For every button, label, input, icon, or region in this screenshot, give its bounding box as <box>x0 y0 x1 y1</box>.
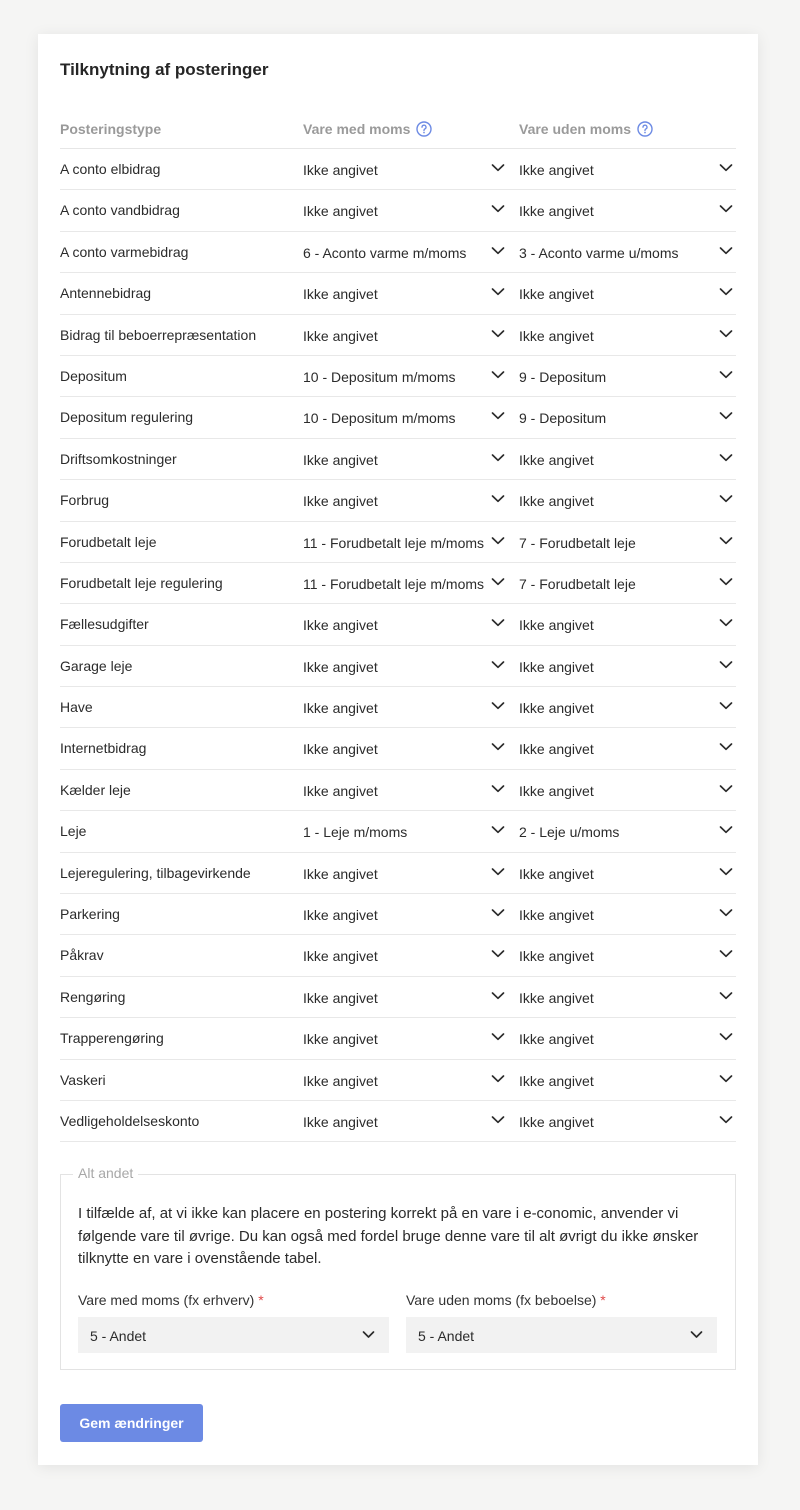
posting-type: A conto vandbidrag <box>60 202 180 219</box>
without-vat-select[interactable] <box>519 935 736 976</box>
posting-type: A conto varmebidrag <box>60 243 189 260</box>
with-vat-select[interactable] <box>303 811 508 852</box>
other-description: I tilfælde af, at vi ikke kan placere en postering korrekt på en vare i e-conomic, anvender vi følgende vare til øvrige. Du kan også med fordel bruge denne vare til alt øvrigt du ikke ønsker tilknytte en vare i ovenstående tabel. <box>78 1205 699 1267</box>
chevron-down-icon <box>719 660 733 670</box>
chevron-down-icon <box>491 701 505 711</box>
with-vat-select[interactable] <box>303 935 508 976</box>
select-value: 10 - Depositum m/moms <box>303 410 456 427</box>
select-value: Ikke angivet <box>303 286 378 303</box>
with-vat-select[interactable] <box>303 149 508 190</box>
chevron-down-icon <box>719 784 733 794</box>
without-vat-select[interactable] <box>519 894 736 935</box>
chevron-down-icon <box>491 1032 505 1042</box>
with-vat-field-label <box>78 1292 264 1308</box>
without-vat-select[interactable] <box>519 811 736 852</box>
without-vat-select[interactable] <box>519 1018 736 1059</box>
chevron-down-icon <box>491 991 505 1001</box>
page-title: Tilknytning af posteringer <box>60 60 269 79</box>
with-vat-select[interactable] <box>303 356 508 397</box>
chevron-down-icon <box>491 784 505 794</box>
table-row <box>60 977 736 1018</box>
select-value: Ikke angivet <box>519 865 594 882</box>
table-row <box>60 604 736 645</box>
chevron-down-icon <box>719 577 733 587</box>
select-value: Ikke angivet <box>303 451 378 468</box>
select-value: Ikke angivet <box>303 327 378 344</box>
select-value: 5 - Andet <box>418 1328 475 1344</box>
posting-type: Depositum <box>60 367 127 384</box>
select-value: Ikke angivet <box>303 700 378 717</box>
chevron-down-icon <box>690 1330 703 1340</box>
table-row <box>60 1060 736 1101</box>
posting-type: Antennebidrag <box>60 285 152 302</box>
table-row <box>60 232 736 273</box>
table-body <box>60 149 736 1142</box>
with-vat-select[interactable] <box>303 522 508 563</box>
select-value: Ikke angivet <box>303 493 378 510</box>
with-vat-select[interactable] <box>303 687 508 728</box>
posting-type: Internetbidrag <box>60 740 147 757</box>
table-row <box>60 811 736 852</box>
table-row <box>60 1018 736 1059</box>
chevron-down-icon <box>491 329 505 339</box>
chevron-down-icon <box>719 1032 733 1042</box>
with-vat-select[interactable] <box>303 480 508 521</box>
select-value: Ikke angivet <box>519 741 594 758</box>
table-row <box>60 315 736 356</box>
chevron-down-icon <box>491 163 505 173</box>
select-value: Ikke angivet <box>303 989 378 1006</box>
without-vat-select[interactable] <box>519 1060 736 1101</box>
without-vat-select[interactable] <box>519 273 736 314</box>
select-value: Ikke angivet <box>519 286 594 303</box>
chevron-down-icon <box>719 370 733 380</box>
without-vat-select[interactable] <box>519 563 736 604</box>
posting-type: Driftsomkostninger <box>60 450 177 467</box>
select-value: 9 - Depositum <box>519 368 607 385</box>
select-value: Ikke angivet <box>519 451 594 468</box>
table-row <box>60 149 736 190</box>
posting-type: Forudbetalt leje regulering <box>60 574 223 591</box>
select-value: Ikke angivet <box>519 327 594 344</box>
table-row <box>60 646 736 687</box>
with-vat-select[interactable] <box>303 315 508 356</box>
chevron-down-icon <box>719 1115 733 1125</box>
posting-type: A conto elbidrag <box>60 161 161 177</box>
posting-type: Kælder leje <box>60 781 131 798</box>
select-value: 5 - Andet <box>90 1328 147 1344</box>
chevron-down-icon <box>719 867 733 877</box>
select-value: Ikke angivet <box>519 1072 594 1089</box>
help-circle-icon[interactable] <box>637 121 653 137</box>
column-header-with-vat <box>303 109 432 148</box>
without-vat-select[interactable] <box>519 728 736 769</box>
select-value: Ikke angivet <box>303 617 378 634</box>
chevron-down-icon <box>719 494 733 504</box>
without-vat-select[interactable] <box>519 853 736 894</box>
chevron-down-icon <box>491 411 505 421</box>
without-vat-select[interactable] <box>519 315 736 356</box>
with-vat-select[interactable] <box>303 646 508 687</box>
chevron-down-icon <box>491 949 505 959</box>
posting-type: Forudbetalt leje <box>60 533 157 550</box>
chevron-down-icon <box>491 577 505 587</box>
with-vat-select[interactable] <box>303 563 508 604</box>
select-value: Ikke angivet <box>303 948 378 965</box>
with-vat-select[interactable] <box>303 770 508 811</box>
chevron-down-icon <box>491 825 505 835</box>
chevron-down-icon <box>491 204 505 214</box>
select-value: Ikke angivet <box>303 1031 378 1048</box>
without-vat-select[interactable] <box>519 687 736 728</box>
select-value: 9 - Depositum <box>519 410 607 427</box>
chevron-down-icon <box>491 1115 505 1125</box>
chevron-down-icon <box>491 618 505 628</box>
mapping-card <box>38 34 758 1465</box>
select-value: 7 - Forudbetalt leje <box>519 534 636 551</box>
with-vat-select[interactable] <box>303 728 508 769</box>
other-with-vat-select[interactable] <box>78 1317 389 1353</box>
posting-type: Fællesudgifter <box>60 616 149 633</box>
select-value: Ikke angivet <box>303 741 378 758</box>
table-row <box>60 439 736 480</box>
chevron-down-icon <box>491 453 505 463</box>
posting-type: Bidrag til beboerrepræsentation <box>60 326 257 343</box>
table-row <box>60 687 736 728</box>
select-value: Ikke angivet <box>303 658 378 675</box>
with-vat-select[interactable] <box>303 190 508 231</box>
table-header <box>60 109 736 149</box>
column-header-without-vat-label: Vare uden moms <box>519 120 632 137</box>
without-vat-select[interactable] <box>519 439 736 480</box>
select-value: Ikke angivet <box>519 203 594 220</box>
posting-type: Påkrav <box>60 947 104 964</box>
select-value: Ikke angivet <box>519 617 594 634</box>
table-row <box>60 356 736 397</box>
select-value: Ikke angivet <box>519 989 594 1006</box>
chevron-down-icon <box>719 329 733 339</box>
select-value: Ikke angivet <box>303 865 378 882</box>
table-row <box>60 397 736 438</box>
chevron-down-icon <box>719 536 733 546</box>
required-marker: * <box>258 1292 264 1308</box>
select-value: Ikke angivet <box>519 162 594 178</box>
select-value: Ikke angivet <box>519 700 594 717</box>
table-row <box>60 480 736 521</box>
select-value: Ikke angivet <box>519 658 594 675</box>
with-vat-select[interactable] <box>303 853 508 894</box>
chevron-down-icon <box>491 908 505 918</box>
without-vat-select[interactable] <box>519 232 736 273</box>
other-fieldset <box>60 1165 736 1370</box>
without-vat-select[interactable] <box>519 770 736 811</box>
table-row <box>60 853 736 894</box>
table-row <box>60 728 736 769</box>
select-value: Ikke angivet <box>303 203 378 220</box>
posting-type: Trapperengøring <box>60 1030 164 1047</box>
select-value: Ikke angivet <box>303 1072 378 1089</box>
chevron-down-icon <box>719 246 733 256</box>
chevron-down-icon <box>719 908 733 918</box>
posting-type: Depositum regulering <box>60 409 194 426</box>
posting-type: Parkering <box>60 906 120 923</box>
chevron-down-icon <box>719 742 733 752</box>
select-value: Ikke angivet <box>519 1113 594 1130</box>
with-vat-select[interactable] <box>303 273 508 314</box>
chevron-down-icon <box>719 701 733 711</box>
select-value: Ikke angivet <box>519 1031 594 1048</box>
with-vat-select[interactable] <box>303 1018 508 1059</box>
select-value: Ikke angivet <box>303 782 378 799</box>
mapping-table <box>60 109 736 1142</box>
posting-type: Vedligeholdelseskonto <box>60 1112 200 1129</box>
chevron-down-icon <box>491 1074 505 1084</box>
chevron-down-icon <box>491 287 505 297</box>
column-header-without-vat <box>519 109 653 148</box>
table-row <box>60 935 736 976</box>
chevron-down-icon <box>491 660 505 670</box>
without-vat-select[interactable] <box>519 977 736 1018</box>
table-row <box>60 894 736 935</box>
fieldset-legend: Alt andet <box>73 1165 138 1181</box>
chevron-down-icon <box>491 494 505 504</box>
without-vat-select[interactable] <box>519 522 736 563</box>
select-value: Ikke angivet <box>519 907 594 924</box>
with-vat-select[interactable] <box>303 397 508 438</box>
table-row <box>60 522 736 563</box>
select-value: 10 - Depositum m/moms <box>303 368 456 385</box>
chevron-down-icon <box>719 991 733 1001</box>
posting-type: Rengøring <box>60 988 126 1005</box>
chevron-down-icon <box>719 825 733 835</box>
without-vat-select[interactable] <box>519 1101 736 1142</box>
without-vat-select[interactable] <box>519 190 736 231</box>
chevron-down-icon <box>719 618 733 628</box>
with-vat-select[interactable] <box>303 977 508 1018</box>
column-header-type-label: Posteringstype <box>60 120 162 137</box>
chevron-down-icon <box>491 867 505 877</box>
select-value: 11 - Forudbetalt leje m/moms <box>303 534 485 551</box>
select-value: Ikke angivet <box>519 948 594 965</box>
chevron-down-icon <box>362 1330 375 1340</box>
chevron-down-icon <box>491 370 505 380</box>
chevron-down-icon <box>719 949 733 959</box>
with-vat-select[interactable] <box>303 1101 508 1142</box>
select-value: 6 - Aconto varme m/moms <box>303 244 467 261</box>
without-vat-select[interactable] <box>519 480 736 521</box>
without-vat-select[interactable] <box>519 604 736 645</box>
table-row <box>60 563 736 604</box>
required-marker: * <box>600 1292 606 1308</box>
chevron-down-icon <box>719 453 733 463</box>
chevron-down-icon <box>491 742 505 752</box>
select-value: 1 - Leje m/moms <box>303 824 408 841</box>
with-vat-select[interactable] <box>303 1060 508 1101</box>
without-vat-select[interactable] <box>519 149 736 190</box>
table-row <box>60 190 736 231</box>
select-value: 2 - Leje u/moms <box>519 824 620 841</box>
with-vat-field-label-text: Vare med moms (fx erhverv) <box>78 1292 255 1308</box>
chevron-down-icon <box>719 163 733 173</box>
with-vat-select[interactable] <box>303 604 508 645</box>
select-value: Ikke angivet <box>519 782 594 799</box>
with-vat-select[interactable] <box>303 894 508 935</box>
save-button[interactable]: Gem ændringer <box>60 1404 203 1442</box>
table-row <box>60 273 736 314</box>
table-row <box>60 770 736 811</box>
other-without-vat-select[interactable] <box>406 1317 717 1353</box>
table-row <box>60 1101 736 1142</box>
select-value: 11 - Forudbetalt leje m/moms <box>303 575 485 592</box>
select-value: Ikke angivet <box>303 162 378 178</box>
help-circle-icon[interactable] <box>416 121 432 137</box>
without-vat-field-label-text: Vare uden moms (fx beboelse) <box>406 1292 597 1308</box>
select-value: Ikke angivet <box>303 1113 378 1130</box>
posting-type: Garage leje <box>60 657 133 674</box>
without-vat-select[interactable] <box>519 356 736 397</box>
with-vat-select[interactable] <box>303 232 508 273</box>
posting-type: Have <box>60 699 93 716</box>
select-value: 7 - Forudbetalt leje <box>519 575 636 592</box>
select-value: 3 - Aconto varme u/moms <box>519 244 679 261</box>
without-vat-select[interactable] <box>519 646 736 687</box>
chevron-down-icon <box>491 536 505 546</box>
posting-type: Leje <box>60 823 87 840</box>
column-header-type <box>60 109 161 148</box>
without-vat-field-label <box>406 1292 606 1308</box>
chevron-down-icon <box>719 287 733 297</box>
select-value: Ikke angivet <box>303 907 378 924</box>
chevron-down-icon <box>719 1074 733 1084</box>
posting-type: Forbrug <box>60 492 110 509</box>
column-header-with-vat-label: Vare med moms <box>303 120 411 137</box>
posting-type: Vaskeri <box>60 1071 106 1088</box>
chevron-down-icon <box>719 204 733 214</box>
select-value: Ikke angivet <box>519 493 594 510</box>
chevron-down-icon <box>719 411 733 421</box>
posting-type: Lejeregulering, tilbagevirkende <box>60 864 251 881</box>
without-vat-select[interactable] <box>519 397 736 438</box>
chevron-down-icon <box>491 246 505 256</box>
with-vat-select[interactable] <box>303 439 508 480</box>
